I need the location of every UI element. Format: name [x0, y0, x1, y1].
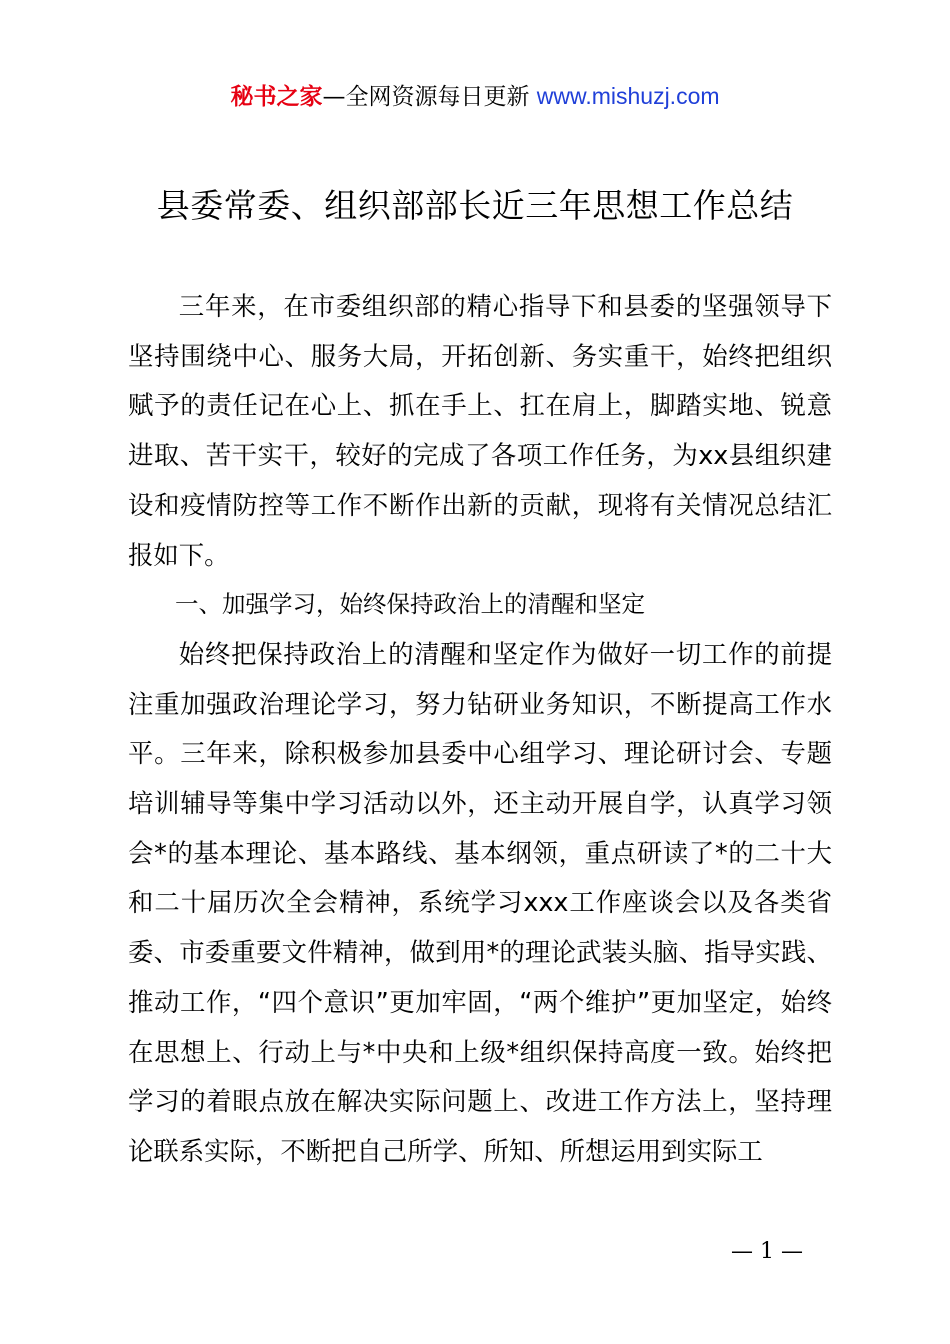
site-tagline: —全网资源每日更新: [322, 84, 537, 110]
body-paragraph: 始终把保持政治上的清醒和坚定作为做好一切工作的前提注重加强政治理论学习，努力钻研业务知识，不断提高工作水平。三年来，除积极参加县委中心组学习、理论研讨会、专题培训辅导等集中学习活动以外，还主动开展自学，认真学习领会*的基本理论、基本路线、基本纲领，重点研读了*的二十大和二十届历次全会精神，系统学习xxx工作座谈会以及各类省委、市委重要文件精神，做到用*的理论武装头脑、指导实践、推动工作，“四个意识”更加牢固，“两个维护”更加坚定，始终在思想上、行动上与*中央和上级*组织保持高度一致。始终把学习的着眼点放在解决实际问题上、改进工作方法上，坚持理论联系实际，不断把自己所学、所知、所想运用到实际工: [128, 638, 832, 1166]
site-url-link[interactable]: www.mishuzj.com: [536, 83, 720, 109]
section-heading: 一、加强学习，始终保持政治上的清醒和坚定: [175, 590, 645, 619]
site-header: [0, 80, 950, 113]
intro-paragraph: 三年来，在市委组织部的精心指导下和县委的坚强领导下坚持围绕中心、服务大局，开拓创新、务实重干，始终把组织赋予的责任记在心上、抓在手上、扛在肩上，脚踏实地、锐意进取、苦干实干，较好的完成了各项工作任务，为xx县组织建设和疫情防控等工作不断作出新的贡献，现将有关情况总结汇报如下。: [128, 291, 832, 570]
document-title: 县委常委、组织部部长近三年思想工作总结: [156, 186, 794, 225]
site-brand: 秘书之家: [230, 84, 323, 110]
document-body: [128, 282, 832, 1177]
page-number: — 1 —: [731, 1239, 803, 1264]
